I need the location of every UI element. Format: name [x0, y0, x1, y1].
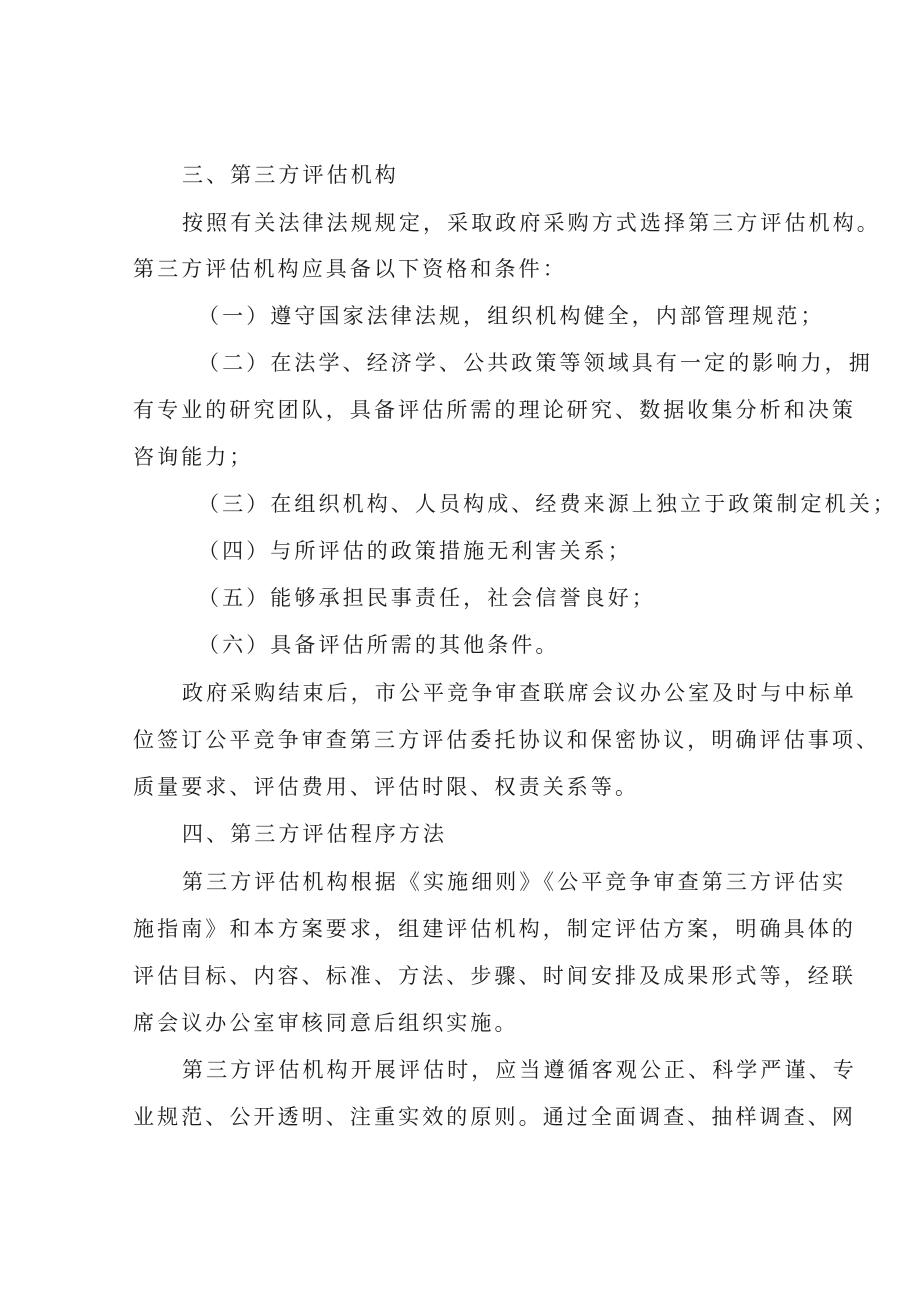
section-4-heading: 四、第三方评估程序方法: [182, 822, 448, 846]
section-4-para-1-line-1: 第三方评估机构根据《实施细则》《公平竞争审查第三方评估实: [182, 870, 847, 894]
qualification-2-line-1: （二）在法学、经济学、公共政策等领域具有一定的影响力，拥: [198, 351, 873, 375]
qualification-6: （六）具备评估所需的其他条件。: [198, 633, 560, 657]
section-4-para-1-line-4: 席会议办公室审核同意后组织实施。: [133, 1011, 519, 1035]
section-3-intro-line-1: 按照有关法律法规规定，采取政府采购方式选择第三方评估机构。: [182, 211, 881, 235]
qualification-3: （三）在组织机构、人员构成、经费来源上独立于政策制定机关；: [198, 492, 897, 516]
qualification-2-line-3: 咨询能力；: [133, 445, 254, 469]
section-3-closing-line-3: 质量要求、评估费用、评估时限、权责关系等。: [133, 775, 640, 799]
qualification-2-line-2: 有专业的研究团队，具备评估所需的理论研究、数据收集分析和决策: [133, 398, 856, 422]
qualification-5: （五）能够承担民事责任，社会信誉良好；: [198, 586, 656, 610]
section-3-intro-line-2: 第三方评估机构应具备以下资格和条件：: [133, 257, 567, 281]
qualification-4: （四）与所评估的政策措施无利害关系；: [198, 539, 632, 563]
qualification-1: （一）遵守国家法律法规，组织机构健全，内部管理规范；: [198, 304, 825, 328]
section-3-closing-line-2: 位签订公平竞争审查第三方评估委托协议和保密协议，明确评估事项、: [133, 728, 881, 752]
section-3-closing-line-1: 政府采购结束后，市公平竞争审查联席会议办公室及时与中标单: [182, 681, 857, 705]
section-3-heading: 三、第三方评估机构: [182, 163, 399, 187]
section-4-para-1-line-3: 评估目标、内容、标准、方法、步骤、时间安排及成果形式等，经联: [133, 964, 856, 988]
section-4-para-1-line-2: 施指南》和本方案要求，组建评估机构，制定评估方案，明确具体的: [133, 917, 856, 941]
section-4-para-2-line-2: 业规范、公开透明、注重实效的原则。通过全面调查、抽样调查、网: [133, 1105, 856, 1129]
section-4-para-2-line-1: 第三方评估机构开展评估时，应当遵循客观公正、科学严谨、专: [182, 1058, 857, 1082]
